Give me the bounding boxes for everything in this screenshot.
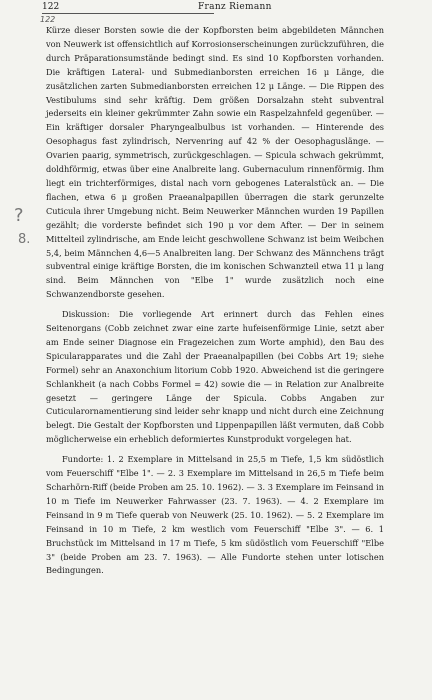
margin-pencil-note: 8. (18, 232, 31, 247)
page-number: 122 (42, 2, 60, 12)
paragraph-localities: Fundorte: 1. 2 Exemplare in Mittelsand in 25,5 m Tiefe, 1,5 km südöstlich vom Feuerschiff "Elbe 1". — 2. 3 Exemplare im Mittelsand in 26,5 m Tiefe beim Scharhörn-Riff (beide Proben am 25. 10. 1962). — 3. 3 Exemplare im Feinsand in 10 m Tiefe im Neuwerker Fahrwasser (23. 7. 1963). — 4. 2 Exemplare im Feinsand in 9 m Tiefe querab von Neuwerk (25. 10. 1962). — 5. 2 Exemplare im Feinsand in 10 m Tiefe, 2 km westlich vom Feuerschiff "Elbe 3". — 6. 1 Bruchstück im Mittelsand in 17 m Tiefe, 5 km südöstlich vom Feuerschiff "Elbe 3" (beide Proben am 23. 7. 1963). — Alle Fundorte stehen unter lotischen Bedingungen. (46, 454, 384, 576)
body-text (46, 24, 384, 578)
running-header-author: Franz Riemann (198, 2, 272, 12)
header-rule (42, 13, 214, 14)
paragraph-discussion: Diskussion: Die vorliegende Art erinnert durch das Fehlen eines Seitenorgans (Cobb zeichnet zwar eine zarte hufeisenförmige Linie, setzt aber am Ende seiner Diagnose ein Fragezeichen zum Worte amphid), den Bau des Spicularapparates und die Zahl der Praeanalpapillen (bei Cobbs Art 19; siehe Formel) sehr an Anaxonchium litorium Cobb 1920. Abweichend ist die geringere Schlankheit (a nach Cobbs Formel = 42) sowie die — in Relation zur Analbreite gesetzt — geringere Länge der Spicula. Cobbs Angaben zur Cuticularornamentierung sind leider sehr knapp und nicht durch eine Zeichnung belegt. Die Gestalt der Kopfborsten und Lippenpapillen läßt vermuten, daß Cobb möglicherweise ein erheblich deformiertes Kunstprodukt vorgelegen hat. (46, 309, 384, 445)
margin-pencil-mark: ? (14, 205, 24, 226)
paragraph-description: Kürze dieser Borsten sowie die der Kopfborsten beim abgebildeten Männchen von Neuwerk ist offensichtlich auf Korrosionserscheinungen zurückzuführen, die durch Präparationsumstände bedingt sind. Es sind 10 Kopfborsten vorhanden. Die kräftigen Lateral- und Submedianborsten erreichen 16 μ Länge, die zusätzlichen zarten Submedianborsten erreichen 12 μ Länge. — Die Rippen des Vestibulums sind sehr kräftig. Dem größen Dorsalzahn steht subventral jederseits ein kleiner gekrümmter Zahn sowie ein Raspelzahnfeld gegenüber. — Ein kräftiger dorsaler Pharyngealbulbus ist vorhanden. — Hinterende des Oesophagus fast zylindrisch, Nervenring auf 42 % der Oesophaguslänge. — Ovarien paarig, symmetrisch, zurückgeschlagen. — Spicula schwach gekrümmt, doldhförmig, etwas über eine Analbreite lang. Gubernaculum rinnenförmig. Ihm liegt ein trichterförmiges, distal nach vorn gebogenes Lateralstück an. — Die flachen, etwa 6 μ großen Praeanalpapillen überragen die stark gerunzelte Cuticula ihrer Umgebung nicht. Beim Neuwerker Männchen wurden 19 Papillen gezählt; die vorderste befindet sich 190 μ vor dem After. — Der in seinem Mittelteil zylindrische, am Ende leicht geschwollene Schwanz ist beim Weibchen 5,4, beim Männchen 4,6—5 Analbreiten lang. Der Schwanz des Männchens trägt subventral einige kräftige Borsten, die im konischen Schwanzteil etwa 11 μ lang sind. Beim Männchen von "Elbe 1" wurde zusätzlich noch eine Schwanzendborste gesehen. (46, 25, 384, 300)
handwritten-page-number: 122 (40, 15, 56, 24)
